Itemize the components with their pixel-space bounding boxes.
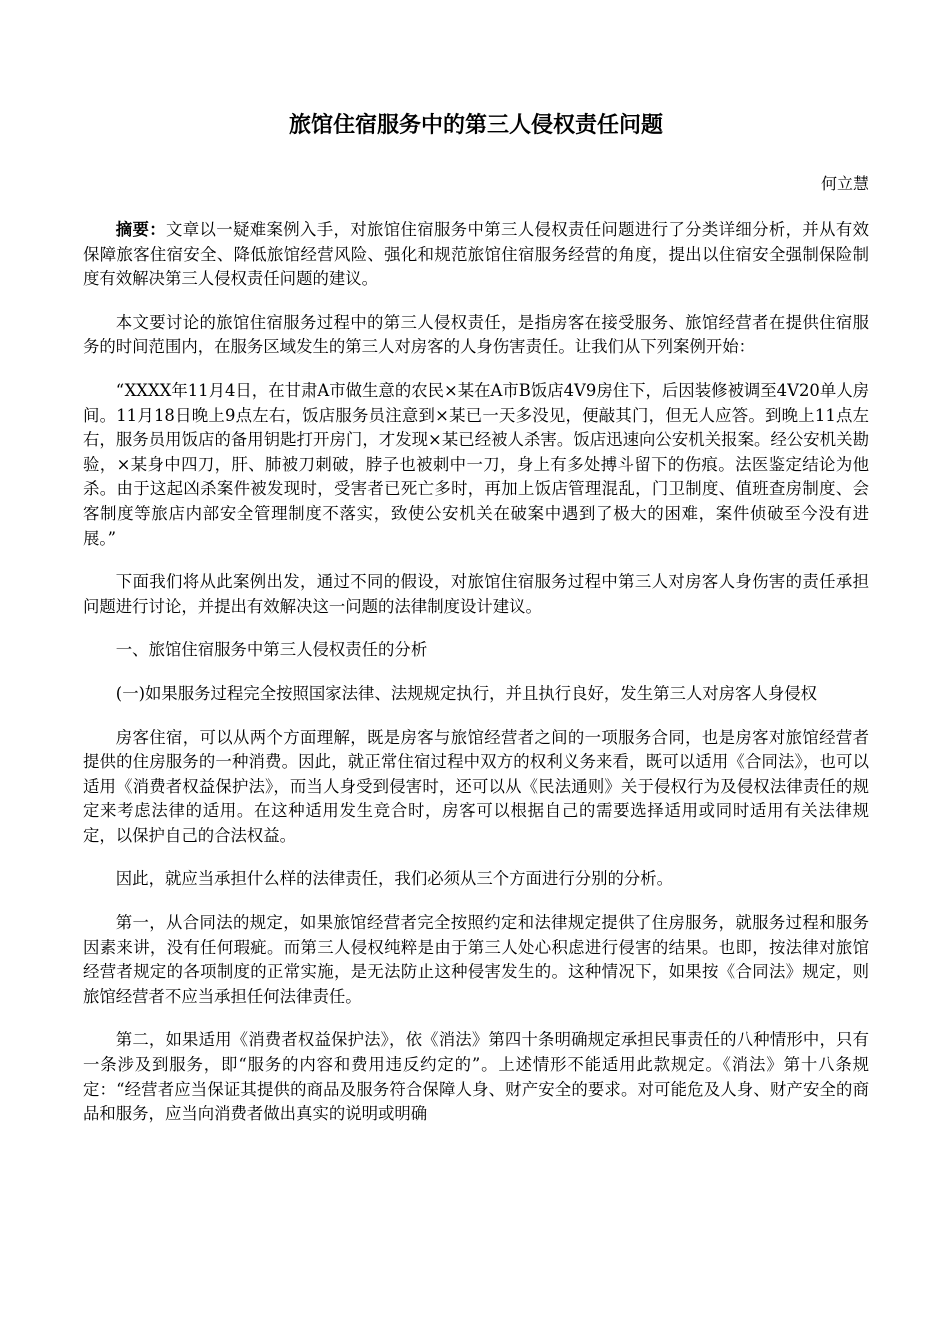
abstract-paragraph [83,218,869,292]
body-paragraph-second: 第二，如果适用《消费者权益保护法》，依《消法》第四十条明确规定承担民事责任的八种情形中，只有一条涉及到服务，即“服务的内容和费用违反约定的”。上述情形不能适用此款规定。《消法》第十八条规定：“经营者应当保证其提供的商品及服务符合保障人身、财产安全的要求。对可能危及人身、财产安全的商品和服务，应当向消费者做出真实的说明或明确 [83,1030,869,1124]
section-heading-1: 一、旅馆住宿服务中第三人侵权责任的分析 [115,640,428,660]
abstract-label: 摘要： [115,220,167,239]
body-paragraph-case-quote: “XXXX年11月4日，在甘肃A市做生意的农民×某在A市B饭店4V9房住下，后因装修被调至4V20单人房间。11月18日晚上9点左右，饭店服务员注意到×某已一天多没见，便敲其门，但无人应答。到晚上11点左右，服务员用饭店的备用钥匙打开房门，才发现×某已经被人杀害。饭店迅速向公安机关报案。经公安机关勘验，×某身中四刀，肝、肺被刀刺破，脖子也被刺中一刀，身上有多处搏斗留下的伤痕。法医鉴定结论为他杀。由于这起凶杀案件被发现时，受害者已死亡多时，再加上饭店管理混乱，门卫制度、值班查房制度、会客制度等旅店内部安全管理制度不落实，致使公安机关在破案中遇到了极大的困难，案件侦破至今没有进展。” [83,380,869,548]
subsection-heading-1-1: (一)如果服务过程完全按照国家法律、法规规定执行，并且执行良好，发生第三人对房客人身侵权 [115,683,817,703]
abstract-text: 文章以一疑难案例入手，对旅馆住宿服务中第三人侵权责任问题进行了分类详细分析，并从有效保障旅客住宿安全、降低旅馆经营风险、强化和规范旅馆住宿服务经营的角度，提出以住宿安全强制保险制度有效解决第三人侵权责任问题的建议。 [83,220,870,289]
document-title: 旅馆住宿服务中的第三人侵权责任问题 [288,112,663,138]
document-author: 何立慧 [820,174,869,193]
body-paragraph-intro: 本文要讨论的旅馆住宿服务过程中的第三人侵权责任，是指房客在接受服务、旅馆经营者在提供住宿服务的时间范围内，在服务区域发生的第三人对房客的人身伤害责任。让我们从下列案例开始： [83,312,869,357]
body-paragraph-approach: 下面我们将从此案例出发，通过不同的假设，对旅馆住宿服务过程中第三人对房客人身伤害的责任承担问题进行讨论，并提出有效解决这一问题的法律制度设计建议。 [83,572,869,616]
body-paragraph-three-aspects: 因此，就应当承担什么样的法律责任，我们必须从三个方面进行分别的分析。 [115,869,674,889]
body-paragraph-first: 第一，从合同法的规定，如果旅馆经营者完全按照约定和法律规定提供了住房服务，就服务过程和服务因素来讲，没有任何瑕疵。而第三人侵权纯粹是由于第三人处心积虑进行侵害的结果。也即，按法律对旅馆经营者规定的各项制度的正常实施，是无法防止这种侵害发生的。这种情况下，如果按《合同法》规定，则旅馆经营者不应当承担任何法律责任。 [83,913,869,1006]
document-body [83,218,869,1146]
body-paragraph-lodging: 房客住宿，可以从两个方面理解，既是房客与旅馆经营者之间的一项服务合同，也是房客对旅馆经营者提供的住房服务的一种消费。因此，就正常住宿过程中双方的权利义务来看，既可以适用《合同法》，也可以适用《消费者权益保护法》，而当人身受到侵害时，还可以从《民法通则》关于侵权行为及侵权法律责任的规定来考虑法律的适用。在这种适用发生竞合时，房客可以根据自己的需要选择适用或同时适用有关法律规定，以保护自己的合法权益。 [83,727,869,845]
